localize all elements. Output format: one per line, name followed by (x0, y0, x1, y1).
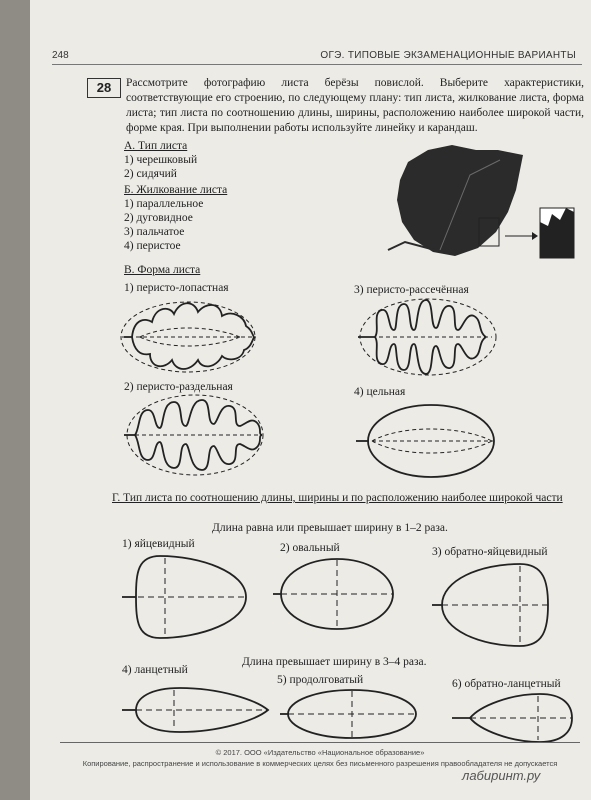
leaf-parted-figure (124, 395, 263, 475)
leaf-ovate-figure (122, 556, 246, 638)
leaf-entire-figure (356, 405, 494, 477)
section-b-item: 2) дуговидное (124, 212, 193, 224)
section-b-item: 1) параллельное (124, 198, 204, 210)
leaf-type-label: 4) ланцетный (122, 664, 188, 676)
leaf-type-label: 2) овальный (280, 542, 340, 554)
leaf-type-label: 1) яйцевидный (122, 538, 195, 550)
leaf-oblong-figure (280, 690, 416, 738)
leaf-type-label: 6) обратно-ланцетный (452, 678, 561, 690)
question-number: 28 (87, 78, 121, 98)
section-b-item: 4) перистое (124, 240, 181, 252)
section-a-title: А. Тип листа (124, 140, 188, 152)
section-b-item: 3) пальчатое (124, 226, 185, 238)
section-b-title: Б. Жилкование листа (124, 184, 228, 196)
footer-copyright: © 2017. ООО «Издательство «Национальное образование» (215, 748, 425, 757)
section-g-title: Г. Тип листа по соотношению длины, ширины и по расположению наиболее широкой части (112, 492, 563, 504)
leaf-oval-figure (273, 559, 393, 629)
birch-leaf-photo (388, 145, 574, 258)
leaf-shape-label: 1) перисто-лопастная (124, 282, 229, 294)
watermark: лабиринт.ру (462, 768, 541, 783)
leaf-shape-label: 3) перисто-рассечённая (354, 284, 469, 296)
section-a-item: 2) сидячий (124, 168, 177, 180)
section-v-title: В. Форма листа (124, 264, 201, 276)
footer-notice: Копирование, распространение и использование в коммерческих целях без письменного разрешения правообладателя не допускается (82, 759, 558, 768)
leaf-obovate-figure (432, 564, 548, 646)
leaf-lobed-figure (121, 302, 256, 372)
question-text: Рассмотрите фотографию листа берёзы повислой. Выберите характеристики, соответствующие его строению, по следующему плану: тип листа, жилкование листа, форма листа; тип листа по соотношению длины, ширины, расположению наиболее широкой части, форме края. При выполнении работы используйте линейку и карандаш. (126, 77, 584, 134)
section-a-item: 1) черешковый (124, 154, 198, 166)
header-title: ОГЭ. ТИПОВЫЕ ЭКЗАМЕНАЦИОННЫЕ ВАРИАНТЫ (320, 50, 576, 61)
leaf-shape-label: 2) перисто-раздельная (124, 381, 233, 393)
section-g-subtitle: Длина превышает ширину в 3–4 раза. (242, 656, 427, 668)
leaf-type-label: 5) продолговатый (277, 674, 364, 686)
leaf-type-label: 3) обратно-яйцевидный (432, 546, 548, 558)
leaf-oblanceolate-figure (452, 694, 572, 742)
leaf-lanceolate-figure (122, 688, 268, 732)
section-g-subtitle: Длина равна или превышает ширину в 1–2 раза. (212, 522, 448, 534)
page-footer (60, 742, 580, 769)
leaf-shape-label: 4) цельная (354, 386, 406, 398)
page-number: 248 (52, 50, 69, 61)
leaf-dissected-figure (358, 299, 496, 375)
